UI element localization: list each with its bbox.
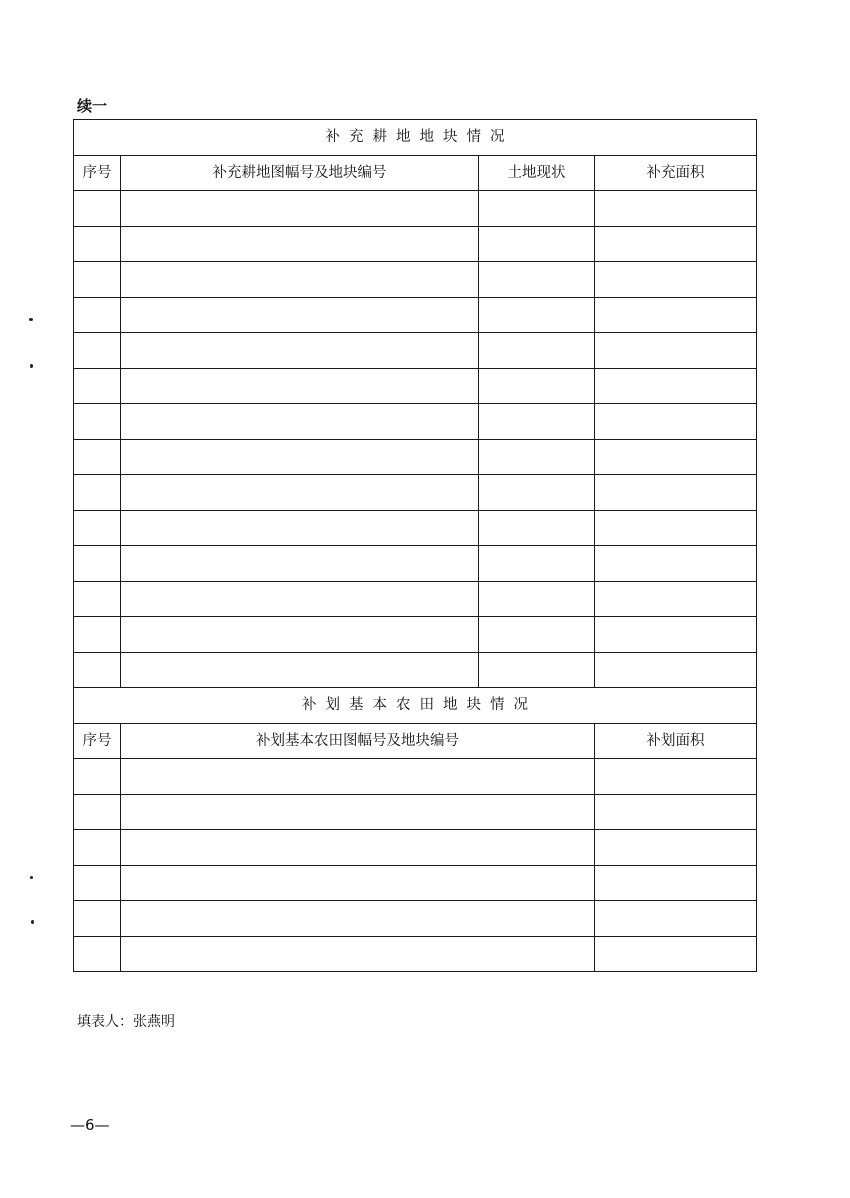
land-status-cell xyxy=(479,439,595,475)
parcel-number-header: 补充耕地图幅号及地块编号 xyxy=(121,155,479,191)
parcel-number-cell xyxy=(121,581,479,617)
parcel-number-cell xyxy=(121,546,479,582)
table-row xyxy=(74,936,757,972)
basic-area-cell xyxy=(595,794,757,830)
parcel-number-cell xyxy=(121,368,479,404)
scan-speck xyxy=(30,364,33,368)
parcel-number-cell xyxy=(121,830,595,866)
supplement-area-cell xyxy=(595,652,757,688)
land-status-cell xyxy=(479,581,595,617)
index-cell xyxy=(74,759,121,795)
parcel-number-cell xyxy=(121,901,595,937)
table-row xyxy=(74,368,757,404)
land-status-cell xyxy=(479,262,595,298)
index-cell xyxy=(74,617,121,653)
supplement-area-cell xyxy=(595,439,757,475)
supplement-farmland-title-row xyxy=(74,120,757,156)
table-row xyxy=(74,865,757,901)
land-status-cell xyxy=(479,333,595,369)
land-status-cell xyxy=(479,226,595,262)
basic-area-cell xyxy=(595,759,757,795)
land-status-cell xyxy=(479,546,595,582)
parcel-number-cell xyxy=(121,226,479,262)
parcel-number-cell xyxy=(121,510,479,546)
supplement-area-cell xyxy=(595,262,757,298)
basic-farmland-title: 补划基本农田地块情况 xyxy=(74,688,757,724)
land-status-cell xyxy=(479,368,595,404)
index-cell xyxy=(74,830,121,866)
parcel-number-header: 补划基本农田图幅号及地块编号 xyxy=(121,723,595,759)
index-cell xyxy=(74,901,121,937)
index-cell xyxy=(74,794,121,830)
index-header: 序号 xyxy=(74,723,121,759)
index-cell xyxy=(74,581,121,617)
parcel-number-cell xyxy=(121,191,479,227)
supplement-farmland-title: 补充耕地地块情况 xyxy=(74,120,757,156)
supplement-area-cell xyxy=(595,475,757,511)
parcel-number-cell xyxy=(121,333,479,369)
supplement-area-cell xyxy=(595,333,757,369)
filler-label: 填表人： xyxy=(77,1014,133,1030)
basic-farmland-title-row xyxy=(74,688,757,724)
index-cell xyxy=(74,226,121,262)
parcel-number-cell xyxy=(121,404,479,440)
table-row xyxy=(74,226,757,262)
scan-speck xyxy=(30,876,33,879)
index-cell xyxy=(74,936,121,972)
table-row xyxy=(74,617,757,653)
table-row xyxy=(74,297,757,333)
supplement-area-cell xyxy=(595,297,757,333)
scan-speck xyxy=(29,318,33,321)
land-parcel-table xyxy=(73,119,757,972)
basic-area-cell xyxy=(595,901,757,937)
table-row xyxy=(74,652,757,688)
land-status-cell xyxy=(479,475,595,511)
parcel-number-cell xyxy=(121,475,479,511)
supplement-area-header: 补充面积 xyxy=(595,155,757,191)
table-row xyxy=(74,333,757,369)
land-status-cell xyxy=(479,191,595,227)
index-cell xyxy=(74,510,121,546)
land-status-cell xyxy=(479,617,595,653)
table-row xyxy=(74,581,757,617)
index-cell xyxy=(74,652,121,688)
supplement-area-cell xyxy=(595,510,757,546)
table-row xyxy=(74,439,757,475)
index-cell xyxy=(74,191,121,227)
filler-name: 张燕明 xyxy=(133,1014,175,1030)
index-cell xyxy=(74,865,121,901)
supplement-area-cell xyxy=(595,368,757,404)
land-status-cell xyxy=(479,652,595,688)
parcel-number-cell xyxy=(121,652,479,688)
form-filler xyxy=(77,1013,175,1031)
table-row xyxy=(74,262,757,298)
parcel-number-cell xyxy=(121,262,479,298)
index-cell xyxy=(74,439,121,475)
basic-area-cell xyxy=(595,865,757,901)
basic-area-cell xyxy=(595,936,757,972)
table-row xyxy=(74,759,757,795)
continuation-heading: 续一 xyxy=(77,97,108,115)
table-row xyxy=(74,191,757,227)
parcel-number-cell xyxy=(121,794,595,830)
supplement-area-cell xyxy=(595,617,757,653)
scan-speck xyxy=(31,920,34,924)
table-row xyxy=(74,510,757,546)
parcel-number-cell xyxy=(121,439,479,475)
table-row xyxy=(74,404,757,440)
index-cell xyxy=(74,262,121,298)
parcel-number-cell xyxy=(121,936,595,972)
page-number: —6— xyxy=(70,1116,110,1134)
index-cell xyxy=(74,404,121,440)
basic-area-header: 补划面积 xyxy=(595,723,757,759)
index-cell xyxy=(74,546,121,582)
supplement-area-cell xyxy=(595,581,757,617)
table-row xyxy=(74,794,757,830)
index-cell xyxy=(74,297,121,333)
land-status-cell xyxy=(479,510,595,546)
land-status-cell xyxy=(479,404,595,440)
parcel-number-cell xyxy=(121,759,595,795)
index-header: 序号 xyxy=(74,155,121,191)
index-cell xyxy=(74,333,121,369)
parcel-number-cell xyxy=(121,617,479,653)
supplement-area-cell xyxy=(595,404,757,440)
table-row xyxy=(74,830,757,866)
supplement-farmland-header-row xyxy=(74,155,757,191)
land-status-header: 土地现状 xyxy=(479,155,595,191)
table-row xyxy=(74,901,757,937)
land-status-cell xyxy=(479,297,595,333)
parcel-number-cell xyxy=(121,865,595,901)
supplement-area-cell xyxy=(595,546,757,582)
index-cell xyxy=(74,368,121,404)
index-cell xyxy=(74,475,121,511)
supplement-area-cell xyxy=(595,226,757,262)
parcel-number-cell xyxy=(121,297,479,333)
table-row xyxy=(74,546,757,582)
basic-area-cell xyxy=(595,830,757,866)
basic-farmland-header-row xyxy=(74,723,757,759)
table-row xyxy=(74,475,757,511)
supplement-area-cell xyxy=(595,191,757,227)
